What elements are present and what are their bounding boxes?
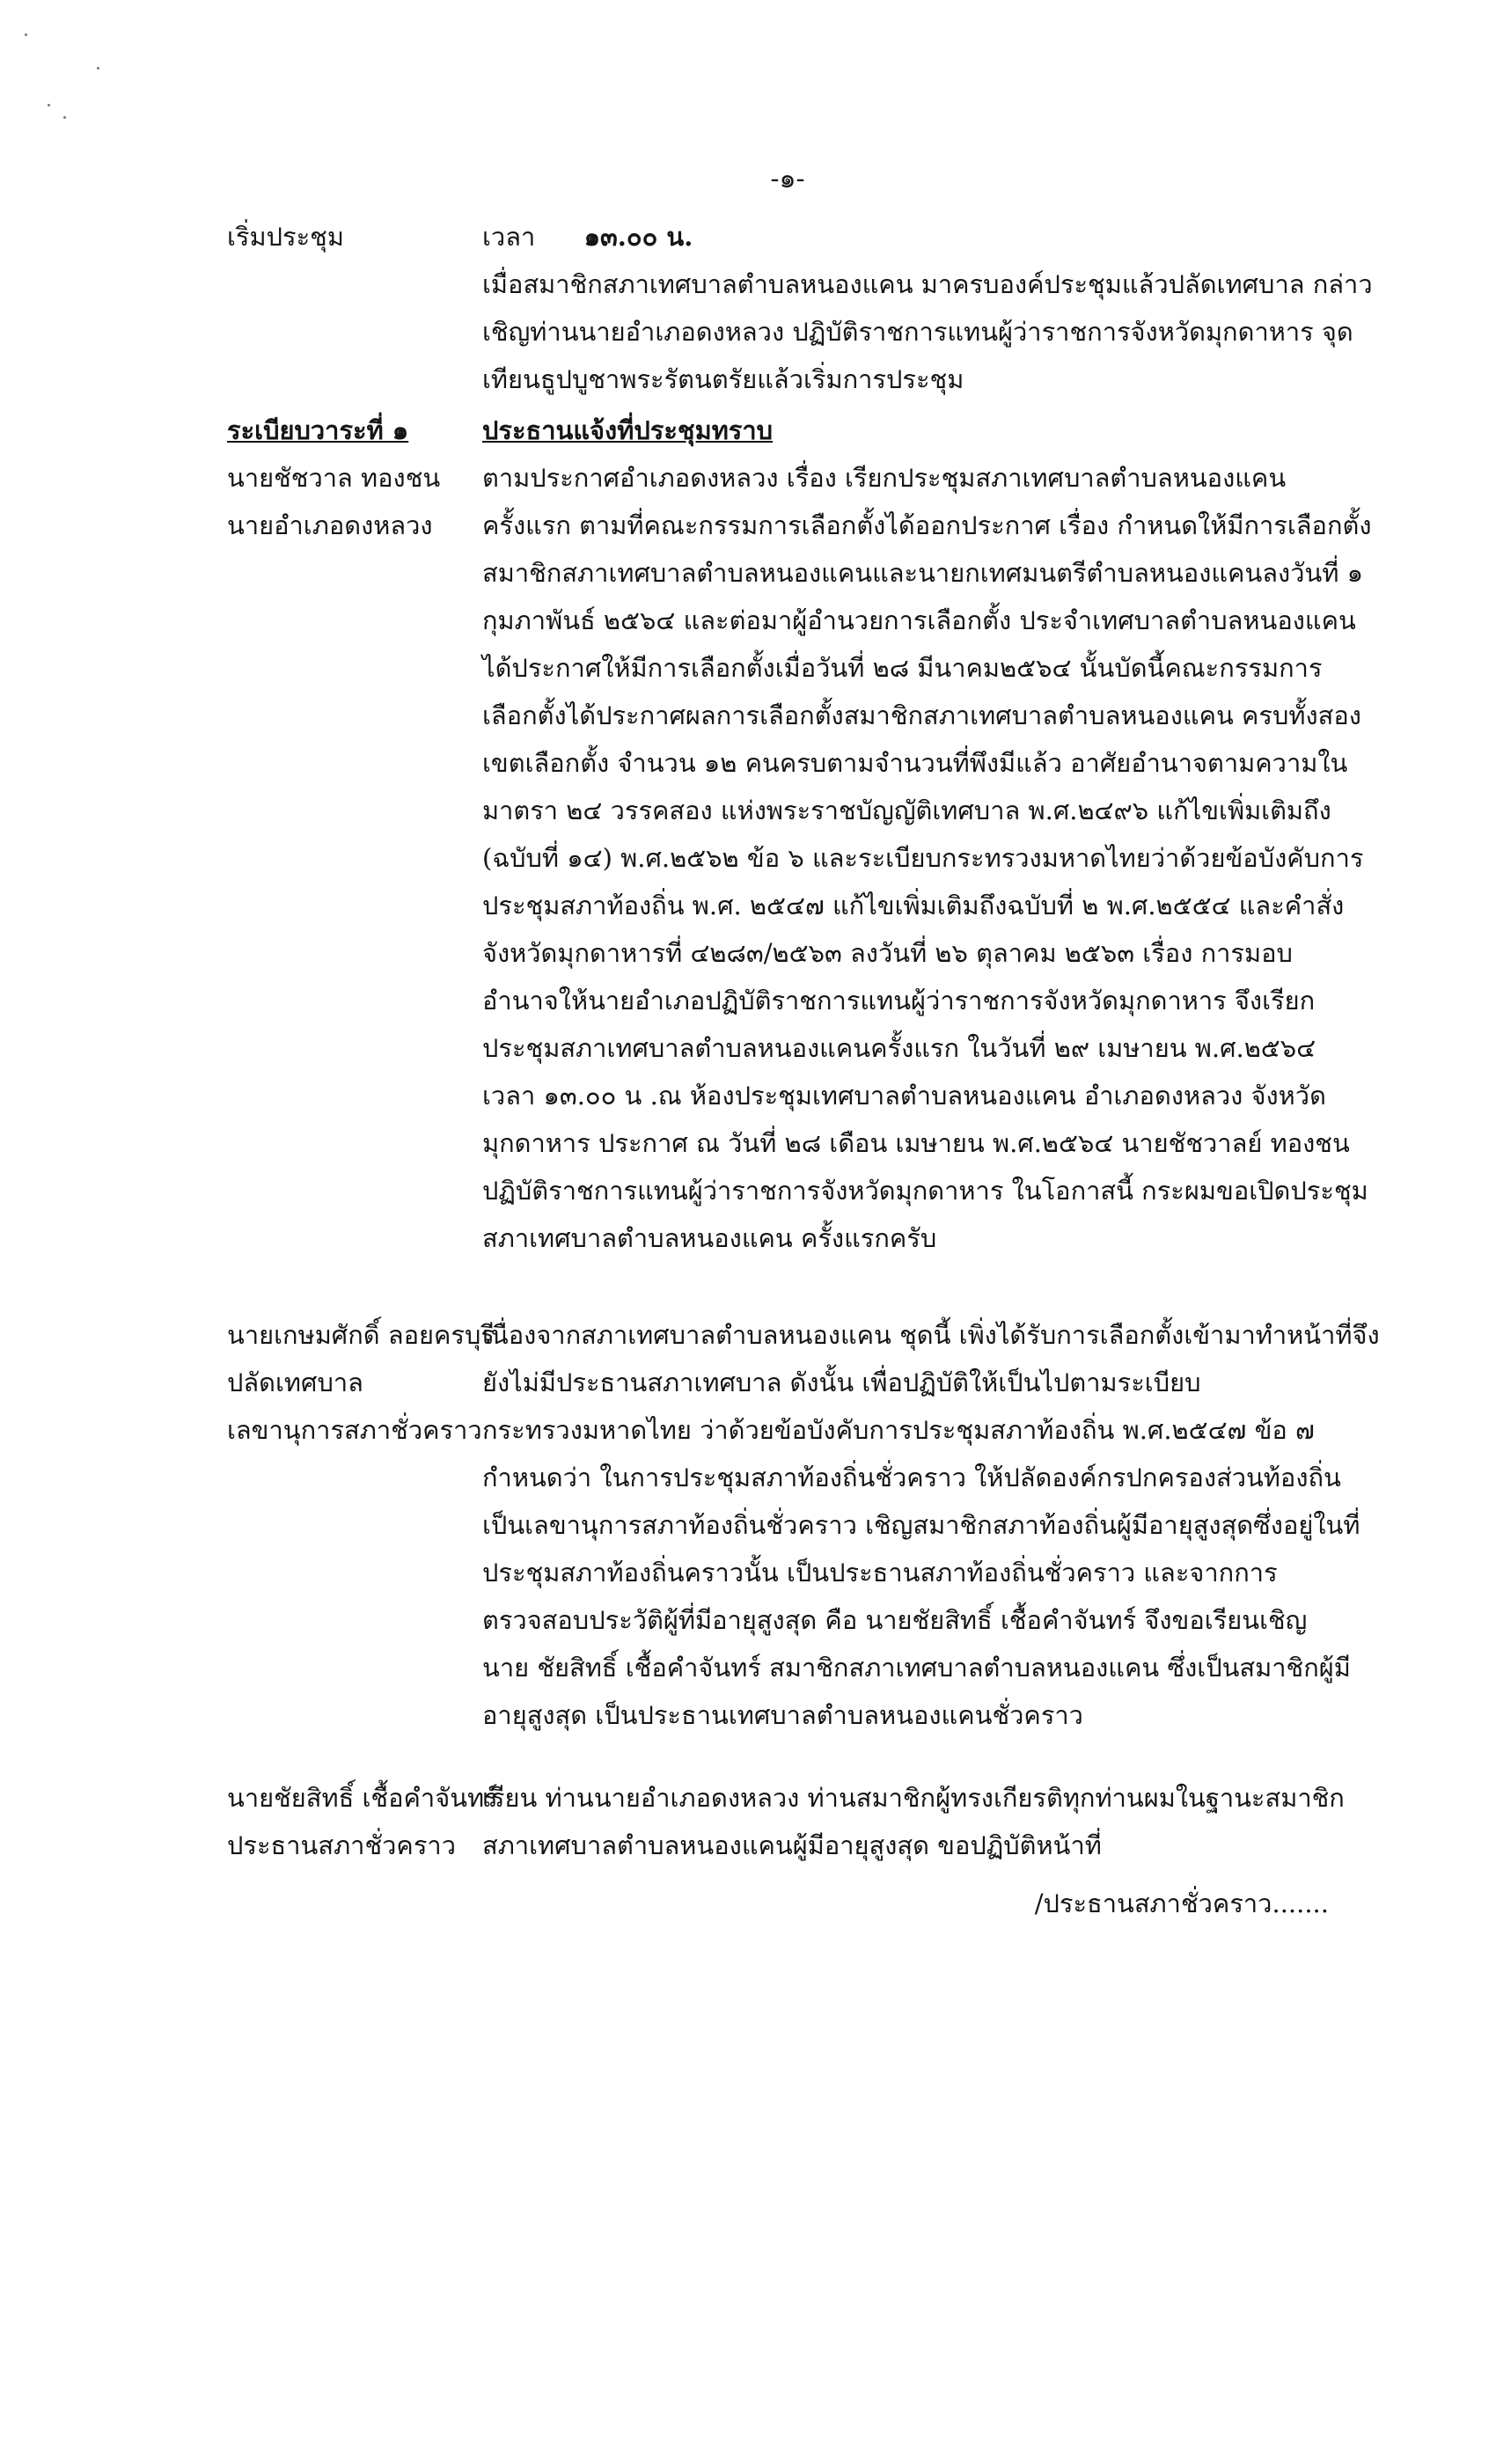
paragraph-line: เรียน ท่านนายอำเภอดงหลวง ท่านสมาชิกผู้ทรงเกียรติทุกท่านผมในฐานะสมาชิก	[482, 1783, 1345, 1813]
paragraph-line: สภาเทศบาลตำบลหนองแคน ครั้งแรกครับ	[482, 1223, 937, 1253]
paragraph-line: เวลา ๑๓.๐๐ น .ณ ห้องประชุมเทศบาลตำบลหนองแคน อำเภอดงหลวง จังหวัด	[482, 1081, 1326, 1111]
paragraph-line: ยังไม่มีประธานสภาเทศบาล ดังนั้น เพื่อปฏิบัติให้เป็นไปตามระเบียบ	[482, 1368, 1201, 1397]
speaker-name: นายชัชวาล ทองชน	[227, 463, 441, 493]
speaker-name: นายชัยสิทธิ์ เชื้อคำจันทร์	[227, 1783, 498, 1813]
scan-speck	[25, 33, 27, 36]
paragraph-line: สมาชิกสภาเทศบาลตำบลหนองแคนและนายกเทศมนตรีตำบลหนองแคนลงวันที่ ๑	[482, 558, 1364, 588]
agenda1-heading: ระเบียบวาระที่ ๑	[227, 415, 409, 445]
paragraph-line: ตรวจสอบประวัติผู้ที่มีอายุสูงสุด คือ นายชัยสิทธิ์ เชื้อคำจันทร์ จึงขอเรียนเชิญ	[482, 1605, 1308, 1635]
paragraph-line: ประชุมสภาท้องถิ่นคราวนั้น เป็นประธานสภาท้องถิ่นชั่วคราว และจากการ	[482, 1558, 1278, 1588]
agenda1-speaker	[227, 407, 440, 549]
paragraph-line: เชิญท่านนายอำเภอดงหลวง ปฏิบัติราชการแทนผู้ว่าราชการจังหวัดมุกดาหาร จุด	[482, 317, 1353, 347]
time-line	[482, 213, 1327, 260]
paragraph-line: กระทรวงมหาดไทย ว่าด้วยข้อบังคับการประชุมสภาท้องถิ่น พ.ศ.๒๕๔๗ ข้อ ๗	[482, 1415, 1315, 1445]
page-number: -๑-	[770, 164, 805, 194]
paragraph-line: เลือกตั้งได้ประกาศผลการเลือกตั้งสมาชิกสภาเทศบาลตำบลหนองแคน ครบทั้งสอง	[482, 700, 1361, 730]
paragraph-line: เมื่อสมาชิกสภาเทศบาลตำบลหนองแคน มาครบองค์ประชุมแล้วปลัดเทศบาล กล่าว	[482, 269, 1373, 299]
time-value: ๑๓.๐๐ น.	[583, 222, 693, 252]
paragraph-line: นาย ชัยสิทธิ์ เชื้อคำจันทร์ สมาชิกสภาเทศบาลตำบลหนองแคน ซึ่งเป็นสมาชิกผู้มี	[482, 1653, 1351, 1683]
agenda1-body	[482, 407, 1372, 1262]
speaker-name: นายเกษมศักดิ์ ลอยครบุรี	[227, 1320, 495, 1350]
scan-speck	[97, 67, 99, 70]
paragraph-line: มาตรา ๒๔ วรรคสอง แห่งพระราชบัญญัติเทศบาล พ.ศ.๒๔๙๖ แก้ไขเพิ่มเติมถึง	[482, 796, 1331, 825]
paragraph-line: เนื่องจากสภาเทศบาลตำบลหนองแคน ชุดนี้ เพิ่งได้รับการเลือกตั้งเข้ามาทำหน้าที่จึง	[482, 1320, 1380, 1350]
paragraph-line: อำนาจให้นายอำเภอปฏิบัติราชการแทนผู้ว่าราชการจังหวัดมุกดาหาร จึงเรียก	[482, 986, 1316, 1016]
paragraph-line: อายุสูงสุด เป็นประธานเทศบาลตำบลหนองแคนชั่วคราว	[482, 1700, 1083, 1730]
speaker-role: ประธานสภาชั่วคราว	[227, 1830, 456, 1860]
paragraph-line: เทียนธูปบูชาพระรัตนตรัยแล้วเริ่มการประชุม	[482, 364, 964, 394]
paragraph-line: ประชุมสภาเทศบาลตำบลหนองแคนครั้งแรก ในวันที่ ๒๙ เมษายน พ.ศ.๒๕๖๔	[482, 1033, 1316, 1063]
agenda1-title: ประธานแจ้งที่ประชุมทราบ	[482, 415, 774, 445]
paragraph-line: สภาเทศบาลตำบลหนองแคนผู้มีอายุสูงสุด ขอปฏิบัติหน้าที่	[482, 1830, 1102, 1860]
scan-speck	[63, 116, 66, 119]
continuation-marker: /ประธานสภาชั่วคราว.......	[1034, 1888, 1329, 1918]
speaker-title: ปลัดเทศบาล	[227, 1368, 363, 1397]
paragraph-line: ได้ประกาศให้มีการเลือกตั้งเมื่อวันที่ ๒๘ มีนาคม๒๕๖๔ นั้นบัดนี้คณะกรรมการ	[482, 653, 1323, 683]
paragraph-line: (ฉบับที่ ๑๔) พ.ศ.๒๕๖๒ ข้อ ๖ และระเบียบกระทรวงมหาดไทยว่าด้วยข้อบังคับการ	[482, 843, 1364, 873]
speaker-role: เลขานุการสภาชั่วคราว	[227, 1415, 482, 1445]
paragraph-line: ประชุมสภาท้องถิ่น พ.ศ. ๒๕๔๗ แก้ไขเพิ่มเติมถึงฉบับที่ ๒ พ.ศ.๒๕๕๔ และคำสั่ง	[482, 891, 1345, 920]
paragraph-line: ครั้งแรก ตามที่คณะกรรมการเลือกตั้งได้ออกประกาศ เรื่อง กำหนดให้มีการเลือกตั้ง	[482, 510, 1372, 540]
chair-speaker	[227, 1774, 498, 1869]
clerk-speaker	[227, 1311, 495, 1454]
section-start-label: เริ่มประชุม	[227, 222, 344, 252]
paragraph-line: เขตเลือกตั้ง จำนวน ๑๒ คนครบตามจำนวนที่พึงมีแล้ว อาศัยอำนาจตามความใน	[482, 748, 1348, 778]
time-label: เวลา	[482, 222, 536, 252]
paragraph-line: กุมภาพันธ์ ๒๕๖๔ และต่อมาผู้อำนวยการเลือกตั้ง ประจำเทศบาลตำบลหนองแคน	[482, 605, 1356, 635]
section-start-body	[482, 213, 1373, 403]
paragraph-line: มุกดาหาร ประกาศ ณ วันที่ ๒๘ เดือน เมษายน พ.ศ.๒๕๖๔ นายชัชวาลย์ ทองชน	[482, 1128, 1350, 1158]
paragraph-line: ตามประกาศอำเภอดงหลวง เรื่อง เรียกประชุมสภาเทศบาลตำบลหนองแคน	[482, 463, 1287, 493]
clerk-body	[482, 1311, 1380, 1739]
speaker-title: นายอำเภอดงหลวง	[227, 510, 433, 540]
paragraph-line: กำหนดว่า ในการประชุมสภาท้องถิ่นชั่วคราว ให้ปลัดองค์กรปกครองส่วนท้องถิ่น	[482, 1463, 1341, 1492]
paragraph-line: เป็นเลขานุการสภาท้องถิ่นชั่วคราว เชิญสมาชิกสภาท้องถิ่นผู้มีอายุสูงสุดซึ่งอยู่ในที่	[482, 1510, 1360, 1540]
scan-speck	[48, 104, 50, 106]
paragraph-line: จังหวัดมุกดาหารที่ ๔๒๘๓/๒๕๖๓ ลงวันที่ ๒๖ ตุลาคม ๒๕๖๓ เรื่อง การมอบ	[482, 938, 1293, 968]
paragraph-line: ปฏิบัติราชการแทนผู้ว่าราชการจังหวัดมุกดาหาร ในโอกาสนี้ กระผมขอเปิดประชุม	[482, 1176, 1368, 1206]
chair-body	[482, 1774, 1345, 1869]
